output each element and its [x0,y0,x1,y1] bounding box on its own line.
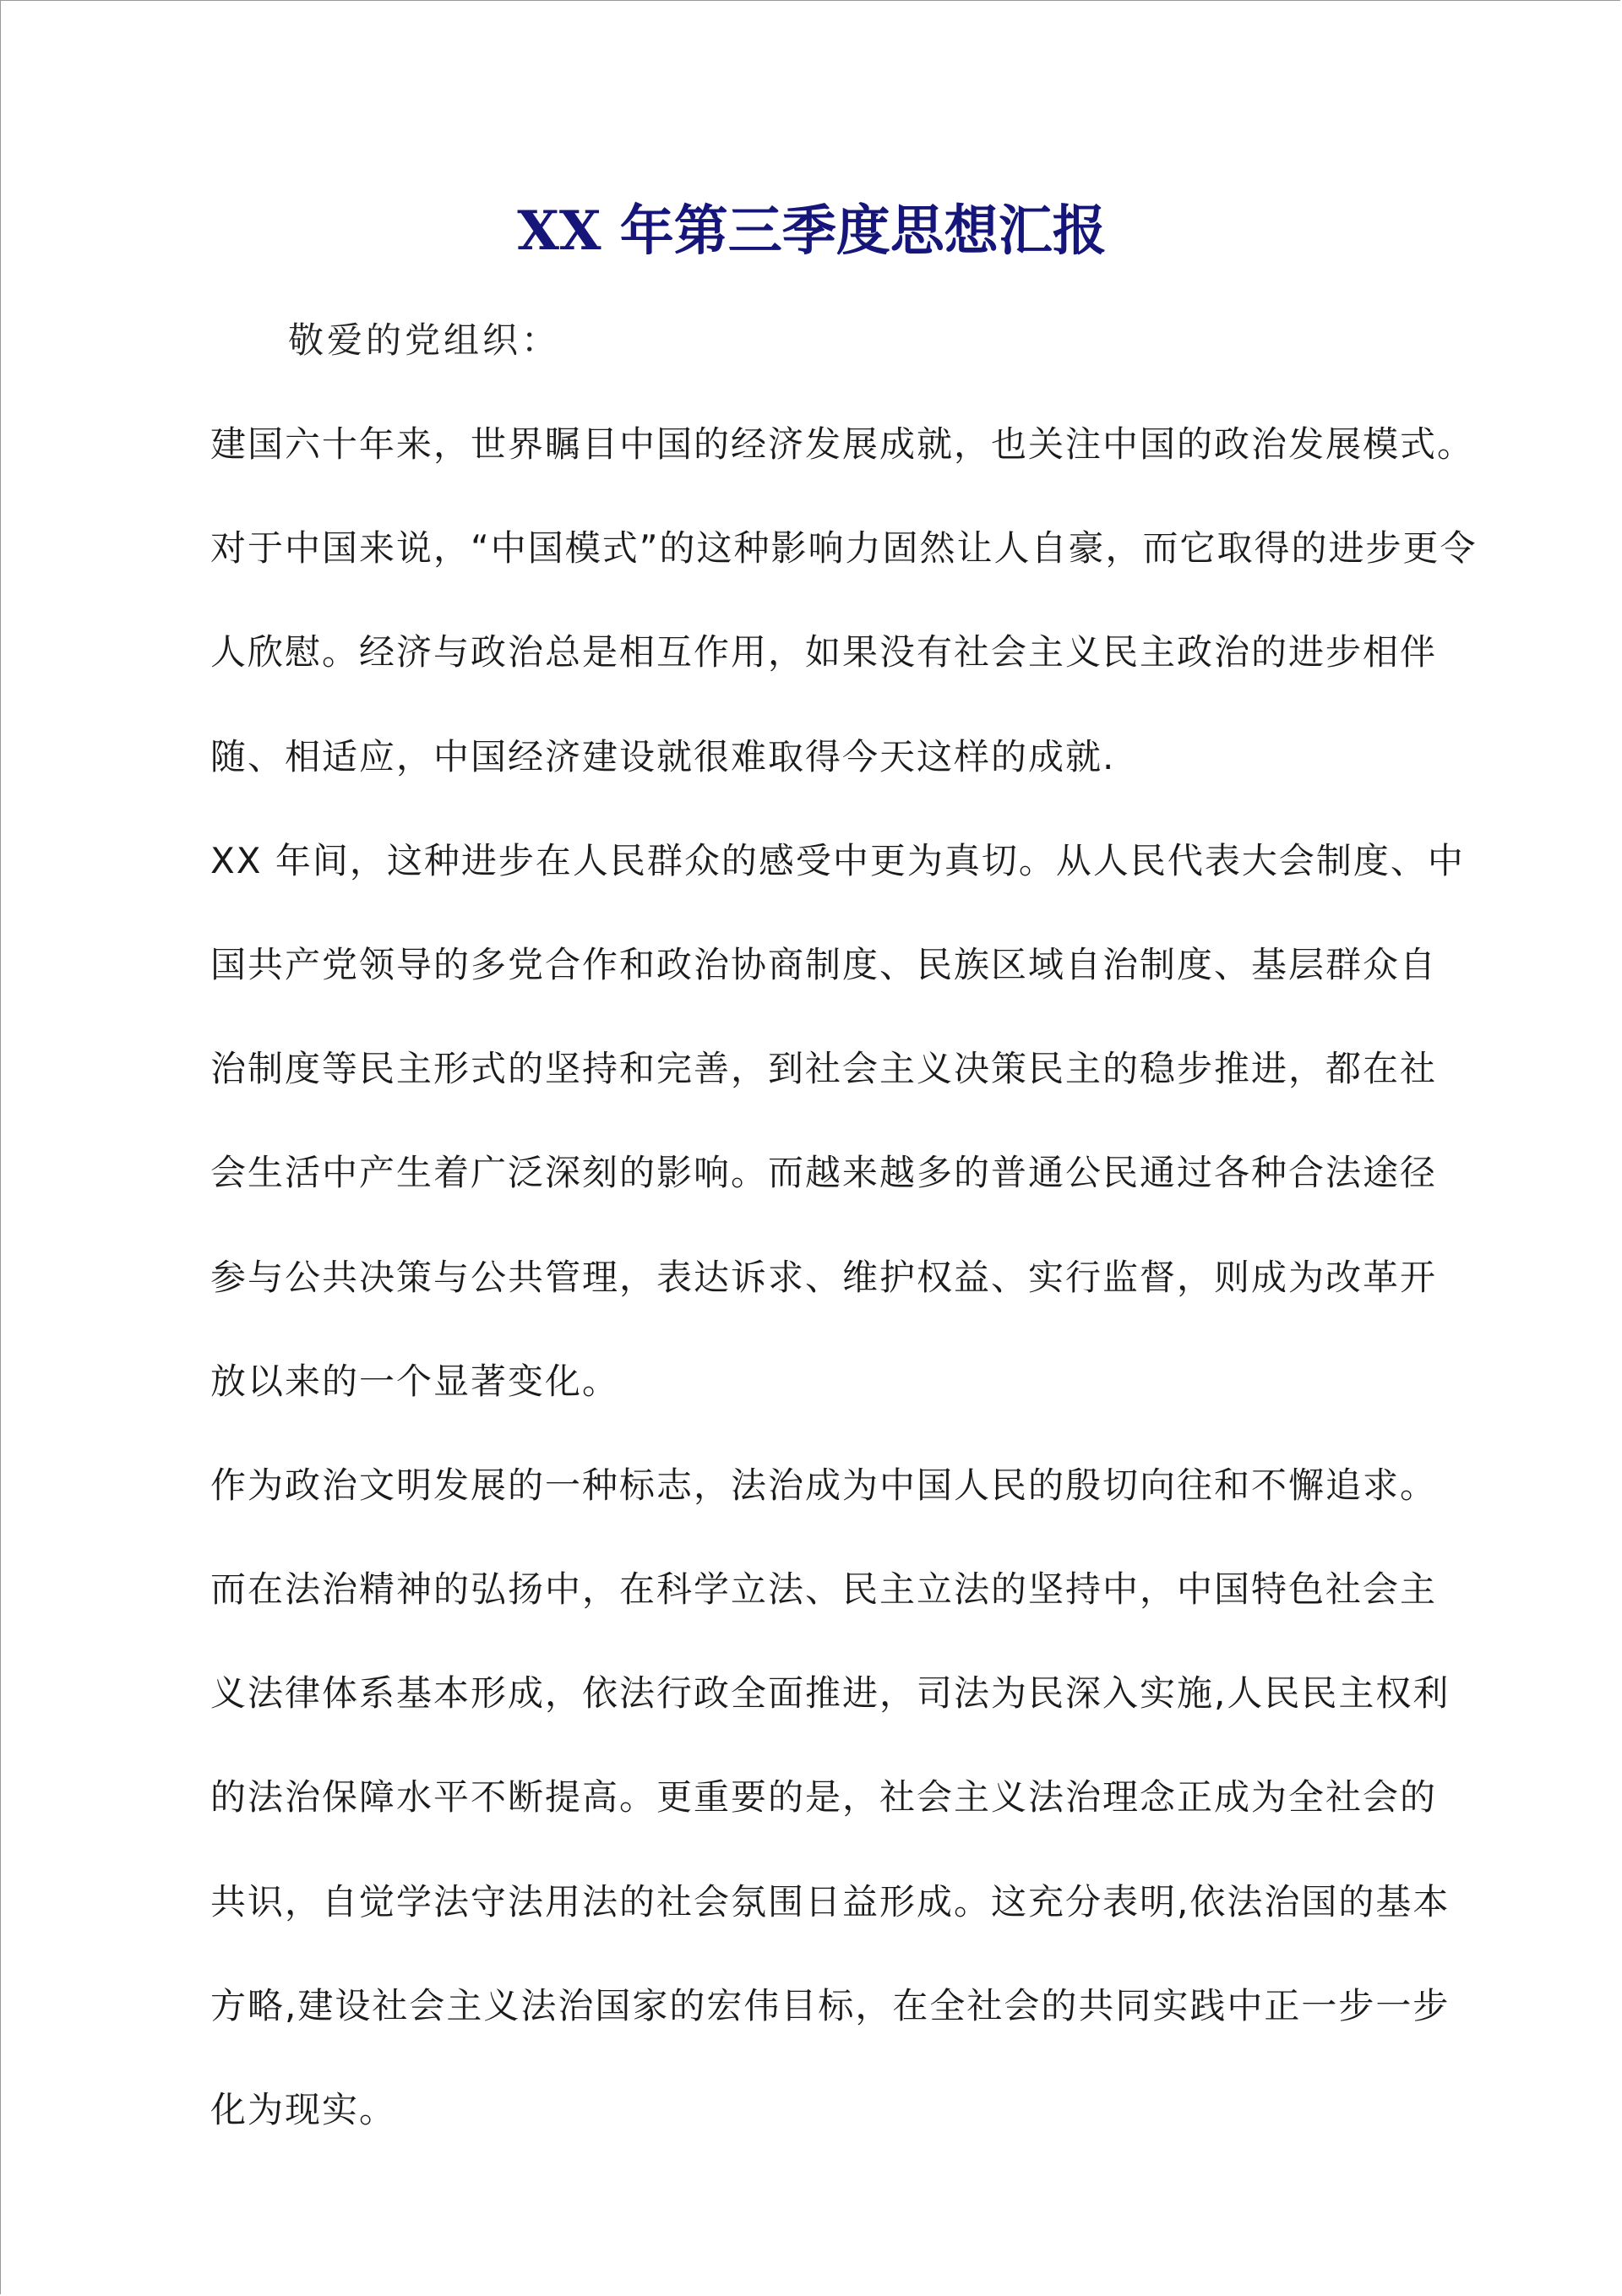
body-line: 作为政治文明发展的一种标志，法治成为中国人民的殷切向往和不懈追求。 [210,1464,1438,1506]
body-line: 化为现实。 [210,2089,397,2130]
document-title: XX 年第三季度思想汇报 [517,199,1107,263]
body-line: 国共产党领导的多党合作和政治协商制度、民族区域自治制度、基层群众自 [210,943,1438,985]
body-line: 义法律体系基本形成，依法行政全面推进，司法为民深入实施,人民民主权利 [210,1672,1451,1715]
body-line: 治制度等民主形式的坚持和完善，到社会主义决策民主的稳步推进，都在社 [210,1048,1438,1090]
body-line: XX 年间，这种进步在人民群众的感受中更为真切。从人民代表大会制度、中 [210,839,1465,881]
body-line: 的法治保障水平不断提高。更重要的是，社会主义法治理念正成为全社会的 [210,1776,1438,1819]
body-line: 方略,建设社会主义法治国家的宏伟目标，在全社会的共同实践中正一步一步 [210,1984,1451,2026]
body-line: 建国六十年来，世界瞩目中国的经济发展成就，也关注中国的政治发展模式。 [210,423,1475,465]
body-line: 人欣慰。经济与政治总是相互作用，如果没有社会主义民主政治的进步相伴 [210,631,1438,674]
salutation: 敬爱的党组织： [288,319,561,361]
body-line: 随、相适应，中国经济建设就很难取得今天这样的成就. [210,735,1116,777]
document-body [210,415,1528,2184]
body-line: 放以来的一个显著变化。 [210,1360,620,1402]
body-line: 共识，自觉学法守法用法的社会氛围日益形成。这充分表明,依法治国的基本 [210,1880,1451,1922]
body-line: 而在法治精神的弘扬中，在科学立法、民主立法的坚持中，中国特色社会主 [210,1568,1438,1611]
body-line: 会生活中产生着广泛深刻的影响。而越来越多的普通公民通过各种合法途径 [210,1152,1438,1194]
body-line: 对于中国来说，“中国模式”的这种影响力固然让人自豪，而它取得的进步更令 [210,527,1478,570]
body-line: 参与公共决策与公共管理，表达诉求、维护权益、实行监督，则成为改革开 [210,1256,1438,1298]
